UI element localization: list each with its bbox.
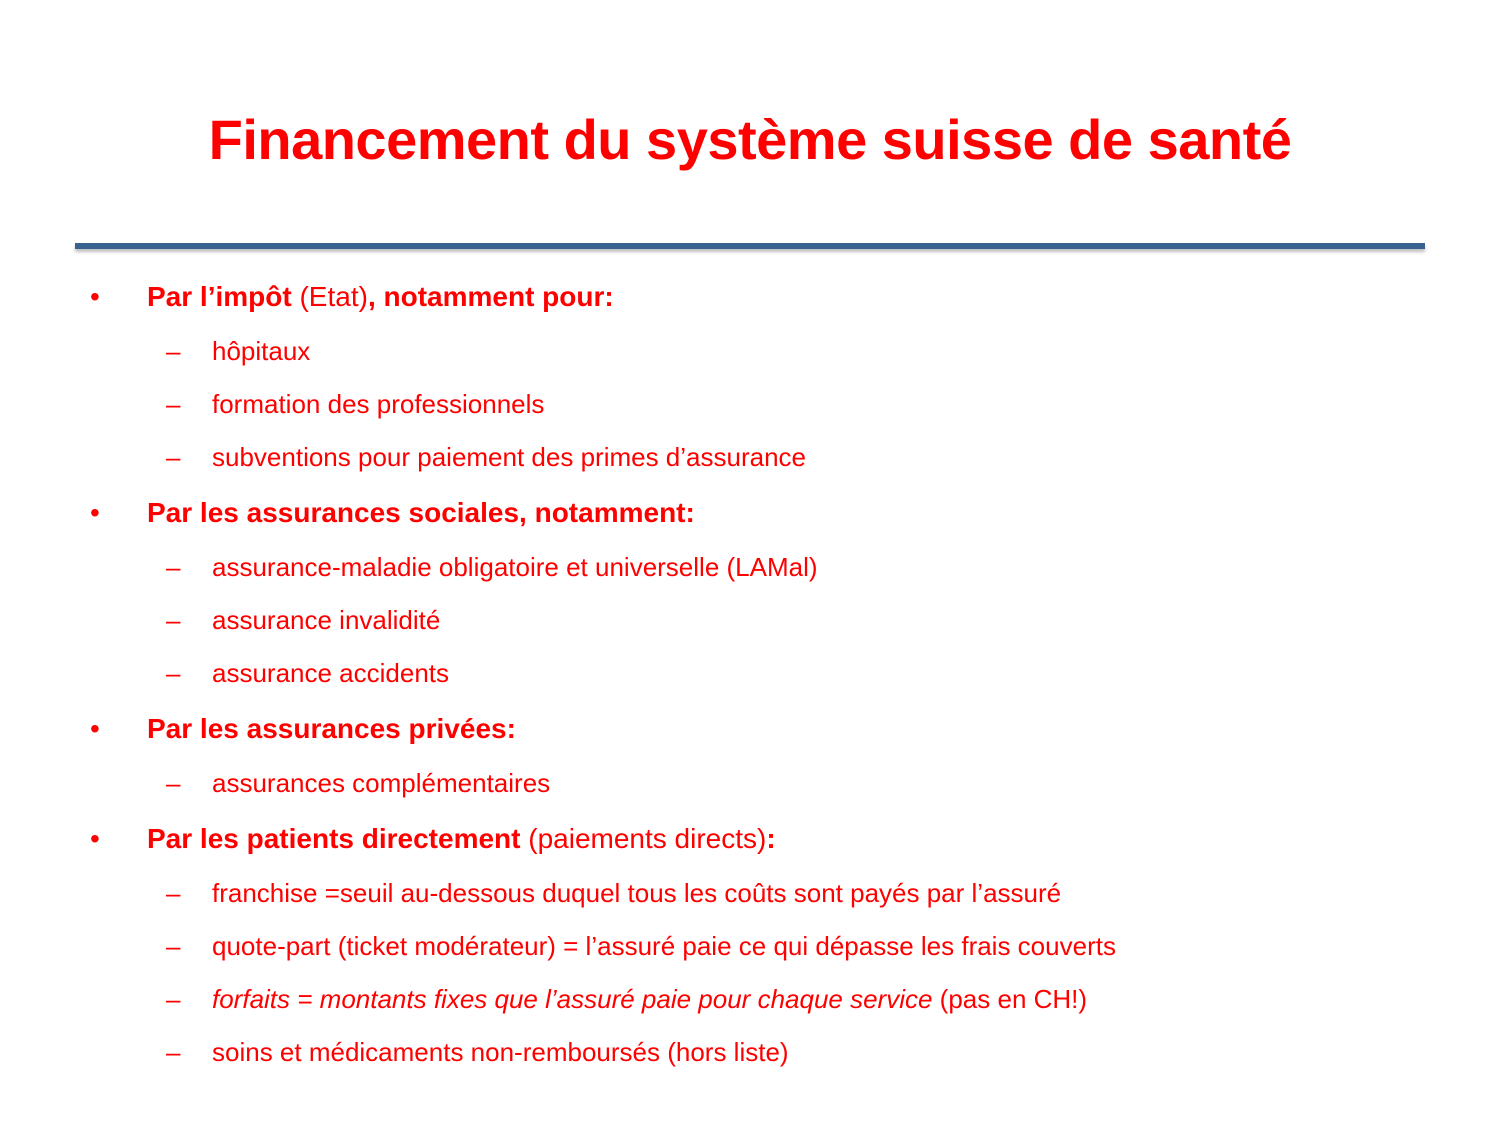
item-text (212, 920, 1116, 973)
text-segment: Par les assurances sociales, notamment: (147, 497, 695, 528)
item-text (212, 541, 818, 594)
item-text (212, 431, 806, 484)
sub-bullet-item (0, 541, 1500, 594)
item-text (212, 325, 310, 378)
item-text (147, 702, 516, 755)
text-segment: (paiements directs) (520, 823, 767, 854)
bullet-item (0, 702, 1500, 755)
text-segment: Par l’impôt (147, 281, 292, 312)
text-segment: , notamment pour: (367, 281, 614, 312)
bullet-list (0, 268, 1500, 1079)
sub-bullet-item (0, 431, 1500, 484)
text-segment: franchise =seuil au-dessous duquel tous les coûts sont payés par l’assuré (212, 878, 1062, 908)
bullet-item (0, 270, 1500, 323)
item-text (212, 647, 449, 700)
text-segment: assurances complémentaires (212, 768, 551, 798)
text-segment: assurance invalidité (212, 605, 441, 635)
bullet-marker: • (90, 281, 100, 312)
sub-bullet-item (0, 647, 1500, 700)
dash-marker: – (166, 658, 181, 688)
bullet-item (0, 812, 1500, 865)
text-segment: Par les assurances privées: (147, 713, 516, 744)
text-segment: hôpitaux (212, 336, 311, 366)
text-segment: soins et médicaments non-remboursés (hors liste) (212, 1037, 789, 1067)
sub-bullet-item (0, 378, 1500, 431)
text-segment: (pas en CH!) (932, 984, 1088, 1014)
dash-marker: – (166, 336, 181, 366)
dash-marker: – (166, 878, 181, 908)
bullet-marker: • (90, 713, 100, 744)
text-segment: (Etat) (291, 281, 368, 312)
sub-bullet-item (0, 973, 1500, 1026)
bullet-item (0, 486, 1500, 539)
item-text (147, 486, 695, 539)
text-segment: formation des professionnels (212, 389, 545, 419)
dash-marker: – (166, 768, 181, 798)
item-text (212, 867, 1061, 920)
dash-marker: – (166, 984, 181, 1014)
item-text (212, 1026, 789, 1079)
text-segment: subventions pour paiement des primes d’assurance (212, 442, 807, 472)
text-segment: forfaits = montants fixes que l’assuré paie pour chaque service (212, 984, 933, 1014)
item-text (212, 757, 550, 810)
text-segment: quote-part (ticket modérateur) = l’assuré paie ce qui dépasse les frais couverts (212, 931, 1116, 961)
item-text (147, 270, 614, 323)
item-text (147, 812, 776, 865)
sub-bullet-item (0, 1026, 1500, 1079)
sub-bullet-item (0, 757, 1500, 810)
dash-marker: – (166, 552, 181, 582)
bullet-marker: • (90, 823, 100, 854)
dash-marker: – (166, 389, 181, 419)
dash-marker: – (166, 442, 181, 472)
text-segment: : (766, 823, 776, 854)
dash-marker: – (166, 931, 181, 961)
text-segment: assurance-maladie obligatoire et universelle (LAMal) (212, 552, 818, 582)
sub-bullet-item (0, 867, 1500, 920)
text-segment: Par les patients directement (147, 823, 521, 854)
dash-marker: – (166, 605, 181, 635)
sub-bullet-item (0, 594, 1500, 647)
dash-marker: – (166, 1037, 181, 1067)
sub-bullet-item (0, 325, 1500, 378)
slide-title: Financement du système suisse de santé (208, 108, 1292, 171)
bullet-marker: • (90, 497, 100, 528)
text-segment: assurance accidents (212, 658, 450, 688)
item-text (212, 378, 544, 431)
sub-bullet-item (0, 920, 1500, 973)
item-text (212, 973, 1087, 1026)
item-text (212, 594, 440, 647)
title-divider (75, 243, 1425, 249)
